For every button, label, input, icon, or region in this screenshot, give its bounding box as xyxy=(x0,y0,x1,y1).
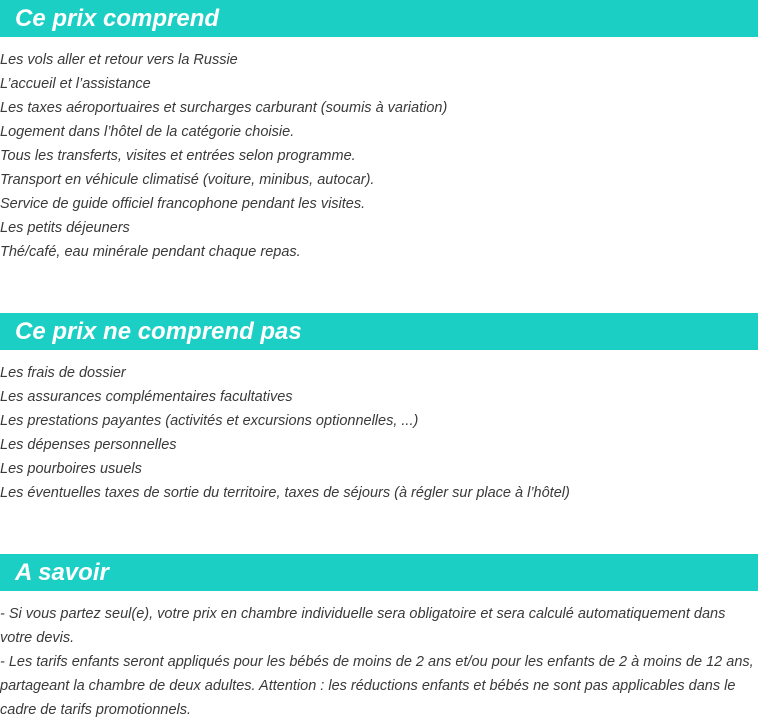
list-item: Les petits déjeuners xyxy=(0,220,130,236)
section-title-info: A savoir xyxy=(0,554,758,591)
list-item: Les vols aller et retour vers la Russie xyxy=(0,52,238,68)
list-item: Tous les transferts, visites et entrées selon programme. xyxy=(0,148,356,164)
info-paragraph: - Si vous partez seul(e), votre prix en chambre individuelle sera obligatoire et sera calculé automatiquement dans votre devis. xyxy=(0,606,726,646)
list-item: Transport en véhicule climatisé (voiture, minibus, autocar). xyxy=(0,172,375,188)
list-item: Logement dans l’hôtel de la catégorie choisie. xyxy=(0,124,295,140)
includes-list xyxy=(0,48,447,264)
list-item: Thé/café, eau minérale pendant chaque repas. xyxy=(0,244,301,260)
list-item: Les assurances complémentaires facultatives xyxy=(0,389,293,405)
list-item: Les dépenses personnelles xyxy=(0,437,177,453)
section-title-includes: Ce prix comprend xyxy=(0,0,758,37)
section-title-excludes: Ce prix ne comprend pas xyxy=(0,313,758,350)
list-item: Les éventuelles taxes de sortie du territoire, taxes de séjours (à régler sur place à l’hôtel) xyxy=(0,485,570,501)
list-item: Les prestations payantes (activités et excursions optionnelles, ...) xyxy=(0,413,419,429)
list-item: Les frais de dossier xyxy=(0,365,126,381)
excludes-list xyxy=(0,361,570,505)
list-item: Les pourboires usuels xyxy=(0,461,142,477)
list-item: Service de guide officiel francophone pendant les visites. xyxy=(0,196,366,212)
list-item: L’accueil et l’assistance xyxy=(0,76,151,92)
info-paragraph: - Les tarifs enfants seront appliqués pour les bébés de moins de 2 ans et/ou pour les enfants de 2 à moins de 12 ans, partageant la chambre de deux adultes. Attention : les réductions enfants et bébés ne sont pas applicables dans le cadre de tarifs promotionnels. xyxy=(0,654,754,718)
list-item: Les taxes aéroportuaires et surcharges carburant (soumis à variation) xyxy=(0,100,448,116)
